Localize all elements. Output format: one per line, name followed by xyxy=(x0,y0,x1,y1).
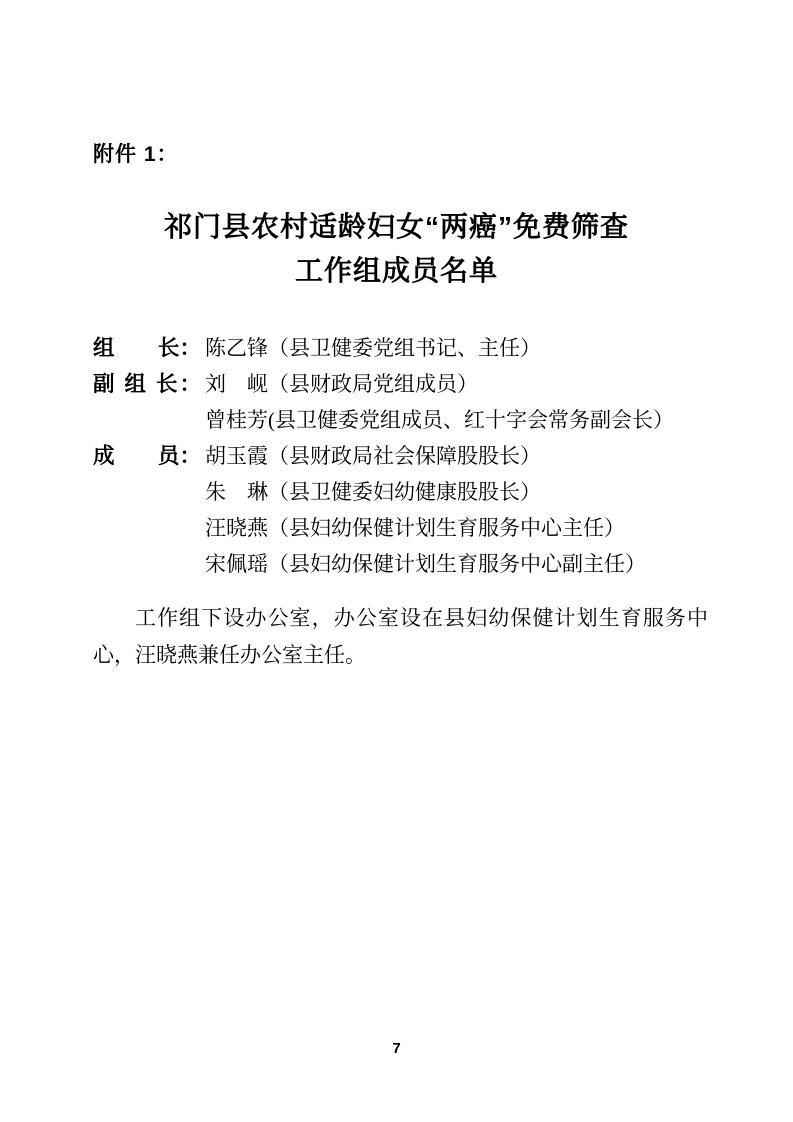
roster-row xyxy=(93,330,713,366)
roster-row xyxy=(93,474,713,510)
page-title-line-1: 祁门县农村适龄妇女“两癌”免费筛查 xyxy=(163,211,629,242)
roster-person-title: （县妇幼保健计划生育服务中心主任） xyxy=(268,516,625,540)
roster-person-name: 宋佩瑶 xyxy=(205,552,268,576)
roster-person-name: 曾桂芳 xyxy=(205,408,268,432)
roster-person xyxy=(205,546,646,582)
roster-person xyxy=(205,330,541,366)
roster-row xyxy=(93,402,713,438)
page-title xyxy=(93,205,700,293)
attachment-label: 附件 1： xyxy=(93,143,179,166)
roster-person-name: 汪晓燕 xyxy=(205,516,268,540)
roster-person-name: 胡玉霞 xyxy=(205,444,268,468)
roster-person-title: （县卫健委妇幼健康股股长） xyxy=(268,480,541,504)
roster-person xyxy=(205,510,625,546)
roster-person xyxy=(205,402,674,438)
roster-person-name: 陈乙锋 xyxy=(205,336,268,360)
page-title-line-2: 工作组成员名单 xyxy=(294,255,498,286)
roster-list xyxy=(93,330,713,582)
roster-role-label: 副 组 长： xyxy=(93,372,201,396)
closing-section xyxy=(93,600,708,674)
roster-row xyxy=(93,366,713,402)
roster-row xyxy=(93,510,713,546)
closing-paragraph: 工作组下设办公室，办公室设在县妇幼保健计划生育服务中心，汪晓燕兼任办公室主任。 xyxy=(93,606,708,667)
roster-person xyxy=(205,366,478,402)
roster-role-label: 成 员： xyxy=(93,444,201,468)
roster-person-title: （县卫健委党组书记、主任） xyxy=(268,336,541,360)
roster-person-title: （县妇幼保健计划生育服务中心副主任） xyxy=(268,552,646,576)
roster-row xyxy=(93,438,713,474)
roster-row xyxy=(93,546,713,582)
roster-person-name: 朱 琳 xyxy=(205,480,268,504)
page-number: 7 xyxy=(392,1040,401,1057)
roster-role-label: 组 长： xyxy=(93,336,201,360)
roster-person xyxy=(205,438,541,474)
roster-person-title: （县财政局社会保障股股长） xyxy=(268,444,541,468)
roster-person-title: (县卫健委党组成员、红十字会常务副会长） xyxy=(268,408,674,432)
roster-person-name: 刘 岘 xyxy=(205,372,268,396)
roster-person-title: （县财政局党组成员） xyxy=(268,372,478,396)
roster-person xyxy=(205,474,541,510)
